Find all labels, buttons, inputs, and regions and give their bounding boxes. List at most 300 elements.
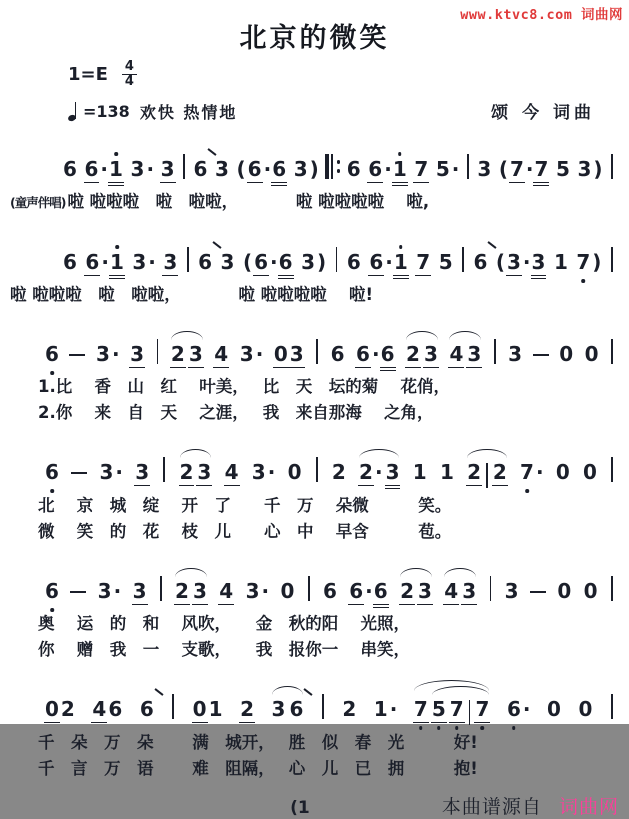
note-wrap: [331, 460, 347, 484]
note-cell: [325, 151, 340, 176]
underline-eighth: [474, 722, 490, 724]
note-wrap: [170, 342, 186, 366]
note-wrap: [341, 697, 357, 721]
underline-eighth: [531, 275, 547, 277]
note-cell: [300, 250, 327, 274]
note: 7: [416, 250, 431, 274]
note: 3: [188, 342, 203, 366]
note: 2: [400, 579, 414, 603]
note-cell: [97, 579, 122, 603]
note-cell: [330, 342, 346, 366]
note-wrap: [555, 460, 571, 484]
note-cell: [161, 454, 167, 479]
underline-eighth: [196, 485, 212, 487]
note-wrap: [509, 157, 534, 181]
underline-eighth: [385, 485, 401, 487]
note-cell: [239, 342, 264, 366]
note: 3: [192, 579, 207, 603]
note-cell: [197, 250, 213, 274]
note-cell: [476, 157, 492, 181]
note-cell: [466, 460, 508, 485]
note-wrap: [412, 460, 428, 484]
notation-row: [62, 228, 615, 282]
note-cell: [251, 460, 276, 484]
barline: [611, 694, 613, 719]
voice-label: (童声伴唱): [10, 195, 66, 210]
slur-group: [466, 460, 508, 485]
note-cell: [44, 342, 60, 366]
octave-dot-below: [419, 726, 423, 730]
note-cell: [373, 697, 398, 721]
barline: [316, 457, 318, 482]
note-wrap: [208, 697, 224, 721]
note-wrap: [417, 579, 433, 603]
augmentation-dot: ·: [389, 697, 398, 721]
note-cell: [334, 244, 340, 269]
underline-eighth: [423, 367, 439, 369]
note-wrap: [461, 579, 477, 603]
note-cell: [555, 157, 571, 181]
note-wrap: [84, 250, 109, 274]
note: 0: [557, 579, 572, 603]
underline-eighth: [162, 275, 178, 277]
cut-mark: (1: [290, 798, 310, 818]
underline-eighth: [348, 604, 364, 606]
notation-row: [62, 135, 615, 189]
note-wrap: [439, 460, 455, 484]
key-signature: [68, 61, 609, 88]
underline-eighth: [247, 182, 263, 184]
slur-group: [179, 460, 213, 484]
note-wrap: [278, 250, 294, 274]
note-cell: [170, 342, 204, 366]
note-wrap: [288, 697, 304, 721]
note: 1: [412, 460, 427, 484]
note-cell: [174, 579, 208, 603]
note: 6: [288, 697, 304, 721]
note: 3: [130, 342, 145, 366]
note: 3: [197, 460, 212, 484]
note-cell: [443, 579, 477, 603]
repeat-dots: [337, 160, 341, 172]
note: 6: [356, 342, 370, 366]
note: 6: [44, 460, 60, 484]
note: 6: [322, 579, 337, 603]
underline-eighth: [213, 367, 229, 369]
slur-arc: [449, 331, 481, 340]
slur-arc: [171, 331, 203, 340]
note-cell: [405, 342, 439, 366]
note-wrap: [358, 460, 383, 484]
note-cell: [44, 697, 76, 721]
note-wrap: [160, 157, 176, 181]
underline-sixteenth: [108, 185, 124, 187]
note: 3: [215, 157, 229, 181]
note: 2: [359, 460, 373, 484]
underline-sixteenth: [373, 607, 389, 609]
source-note: [442, 792, 619, 819]
barline: [322, 694, 324, 719]
note: 6: [271, 157, 287, 181]
note-wrap: [575, 250, 591, 274]
note-wrap: [392, 157, 408, 181]
note: 2: [406, 342, 420, 366]
underline-eighth: [273, 367, 289, 369]
note: 3: [385, 460, 401, 484]
note: 0: [583, 460, 597, 484]
note: 3: [132, 579, 147, 603]
note-cell: [519, 460, 544, 484]
underline-sixteenth: [385, 488, 401, 490]
underline-sixteenth: [271, 185, 287, 187]
slur-group: [358, 460, 400, 484]
note: 0: [280, 579, 295, 603]
note: 6: [63, 157, 77, 181]
underline-eighth: [405, 367, 421, 369]
note-cell: [70, 596, 86, 598]
note: 7: [575, 250, 591, 274]
note-wrap: [62, 157, 78, 181]
note-wrap: [239, 697, 255, 721]
note-wrap: [95, 342, 120, 366]
note-wrap: [385, 460, 401, 484]
barline: [490, 576, 492, 601]
note-cell: [556, 579, 572, 603]
note-wrap: [449, 697, 465, 721]
note-wrap: [415, 250, 431, 274]
note-cell: [158, 573, 164, 598]
underline-eighth: [134, 485, 150, 487]
barline: [486, 463, 488, 488]
underline-eighth: [192, 604, 208, 606]
underline-eighth: [358, 485, 374, 487]
note: 2: [240, 697, 254, 721]
note-wrap: [531, 250, 547, 274]
note-cell: [507, 342, 523, 366]
note-wrap: [192, 697, 208, 721]
underline-eighth: [417, 604, 433, 606]
note-wrap: [368, 250, 393, 274]
note: 7: [533, 157, 549, 181]
barline: [611, 339, 613, 364]
note: 3: [531, 250, 547, 274]
note-wrap: [348, 579, 373, 603]
note: 2: [467, 460, 482, 484]
note: 6: [44, 342, 60, 366]
underline-sixteenth: [380, 370, 396, 372]
note-wrap: [578, 697, 594, 721]
note: 3: [163, 250, 178, 274]
slur-arc: [444, 568, 476, 577]
note: 1: [108, 157, 124, 181]
note: 6: [84, 157, 99, 181]
note-cell: [367, 157, 407, 181]
note: 1: [373, 697, 388, 721]
note: 0: [547, 697, 561, 721]
note-cell: [213, 342, 229, 366]
note-cell: [130, 157, 155, 181]
underline-eighth: [368, 275, 384, 277]
augmentation-dot: ·: [451, 157, 460, 181]
note-wrap: [273, 342, 289, 366]
note-cell: [504, 579, 520, 603]
underline-eighth: [289, 367, 305, 369]
note-wrap: [474, 697, 490, 721]
note-cell: [132, 579, 148, 603]
note-wrap: [247, 157, 272, 181]
note: 2: [175, 579, 189, 603]
note: 6: [346, 157, 361, 181]
underline-eighth: [109, 275, 125, 277]
note: 0: [555, 460, 570, 484]
slur-group: [399, 579, 433, 603]
note: 6: [380, 342, 396, 366]
underline-eighth: [449, 722, 465, 724]
note-cell: [293, 157, 320, 181]
augmentation-dot: ·: [148, 250, 156, 274]
underline-eighth: [373, 604, 389, 606]
note-cell: [245, 579, 270, 603]
note: 3: [289, 342, 304, 366]
octave-dot-below: [50, 608, 54, 612]
note-wrap: [62, 250, 78, 274]
note-cell: [224, 460, 240, 484]
note-cell: [558, 342, 574, 366]
note-wrap: [192, 579, 208, 603]
slur-arc: [400, 568, 432, 577]
note-cell: [192, 697, 224, 721]
note-cell: [170, 691, 176, 716]
note-cell: [71, 477, 87, 479]
slide-mark: [212, 241, 221, 249]
note-cell: [460, 244, 466, 269]
note-cell: [62, 250, 78, 274]
note: 6: [349, 579, 364, 603]
note: 0: [45, 697, 59, 721]
composer-credit: 颂 今 词曲: [491, 103, 595, 123]
note-cell: [134, 460, 150, 484]
underline-sixteenth: [392, 185, 408, 187]
underline-eighth: [413, 182, 429, 184]
barline: [467, 154, 469, 179]
octave-dot-above: [398, 152, 402, 156]
note: 6: [63, 250, 77, 274]
underline-eighth: [84, 182, 100, 184]
slur-arc: [359, 449, 399, 458]
note-cell: [129, 342, 145, 366]
barline: [494, 339, 496, 364]
octave-dot-below: [437, 726, 441, 730]
octave-dot-below: [525, 489, 529, 493]
note-cell: [472, 250, 488, 274]
dash-note: [71, 472, 87, 474]
barline: [336, 247, 338, 272]
lyric-line: 微 笑 的 花 枝 儿 心 中 早含 苞。: [38, 522, 452, 541]
note: 6: [368, 157, 383, 181]
note-cell: [498, 157, 550, 181]
augmentation-dot: ·: [384, 157, 392, 181]
note: 0: [583, 579, 598, 603]
note: 6: [373, 579, 389, 603]
slur-group: [448, 342, 482, 366]
note: 0: [578, 697, 593, 721]
note-wrap: [44, 579, 60, 603]
barline: [611, 457, 613, 482]
note-cell: [506, 697, 531, 721]
note: 2: [179, 460, 194, 484]
lyric-line: 北 京 城 绽 开 了 千 万 朵微 笑。: [38, 496, 452, 515]
slide-mark: [488, 241, 497, 249]
note-wrap: [213, 342, 229, 366]
slur-group: [405, 342, 439, 366]
note: 5: [438, 250, 453, 274]
notation-row: [44, 675, 615, 730]
barline: [611, 247, 613, 272]
underline-eighth: [413, 722, 429, 724]
note-cell: [609, 336, 615, 361]
notation-row: [44, 320, 615, 374]
note-cell: [439, 460, 455, 484]
note-wrap: [132, 579, 148, 603]
note-cell: [62, 157, 78, 181]
note-cell: [533, 359, 549, 361]
underline-eighth: [188, 367, 204, 369]
octave-dot-below: [455, 726, 459, 730]
note-wrap: [492, 460, 508, 484]
note-cell: [488, 573, 494, 598]
underline-eighth: [393, 275, 409, 277]
key-label: 1=E: [68, 64, 108, 85]
octave-dot-above: [114, 152, 118, 156]
system-4: [10, 438, 615, 545]
note-wrap: [179, 460, 195, 484]
note-cell: [331, 460, 347, 484]
note-wrap: [399, 579, 415, 603]
note-wrap: [91, 697, 107, 721]
underline-eighth: [108, 182, 124, 184]
augmentation-dot: ·: [146, 157, 155, 181]
note-cell: [583, 579, 599, 603]
barline: [611, 576, 613, 601]
note-wrap: [44, 342, 60, 366]
augmentation-dot: ·: [365, 579, 373, 603]
note-cell: [44, 460, 60, 484]
score-meta: [0, 55, 629, 123]
system-5: [10, 557, 615, 663]
site-watermark: www.ktvc8.com 词曲网: [460, 7, 623, 23]
note-wrap: [193, 157, 209, 181]
note-cell: [193, 157, 209, 181]
note-wrap: [271, 157, 287, 181]
note-wrap: [109, 250, 125, 274]
note-wrap: [289, 342, 305, 366]
parenthesis: (: [242, 250, 253, 274]
note-wrap: [466, 460, 482, 484]
slur-arc: [175, 568, 207, 577]
underline-eighth: [506, 275, 522, 277]
note-wrap: [196, 460, 212, 484]
barline: [157, 339, 159, 364]
note-cell: [341, 697, 357, 721]
note-cell: [448, 342, 482, 366]
note-cell: [314, 454, 320, 479]
barline: [469, 700, 471, 725]
barline: [316, 339, 318, 364]
slide-mark: [208, 148, 217, 156]
note-wrap: [583, 579, 599, 603]
augmentation-dot: ·: [525, 157, 534, 181]
note-cell: [139, 697, 155, 721]
note: 6: [369, 250, 384, 274]
note-cell: [609, 454, 615, 479]
augmentation-dot: ·: [263, 157, 272, 181]
note-cell: [236, 157, 288, 181]
note-wrap: [431, 697, 447, 721]
note: 5: [431, 697, 447, 721]
note: 7: [414, 157, 429, 181]
note-cell: [609, 691, 615, 716]
note-cell: [84, 250, 124, 274]
note-wrap: [380, 342, 396, 366]
note-wrap: [97, 579, 122, 603]
note: 6: [506, 697, 522, 721]
underline-sixteenth: [278, 278, 294, 280]
augmentation-dot: ·: [101, 250, 109, 274]
slur-group: [413, 697, 490, 722]
augmentation-dot: ·: [115, 460, 123, 484]
time-signature: [122, 61, 137, 88]
underline-eighth: [44, 722, 60, 724]
note-cell: [273, 342, 305, 366]
augmentation-dot: ·: [371, 342, 380, 366]
note-cell: [584, 342, 600, 366]
augmentation-dot: ·: [535, 460, 544, 484]
underline-eighth: [392, 182, 408, 184]
note-wrap: [373, 579, 389, 603]
note-wrap: [174, 579, 190, 603]
note-wrap: [107, 697, 123, 721]
note-wrap: [373, 697, 398, 721]
note-cell: [91, 697, 123, 721]
note: 3: [239, 342, 254, 366]
underline-eighth: [461, 604, 477, 606]
lyric-line: 千 言 万 语 难 阻隔， 心 儿 已 拥 抱!: [38, 759, 478, 778]
underline-eighth: [380, 367, 396, 369]
song-title: 北京的微笑: [239, 23, 390, 54]
note: 6: [197, 250, 213, 274]
note-cell: [438, 250, 454, 274]
note: 2: [331, 460, 346, 484]
note-wrap: [346, 157, 362, 181]
note-cell: [346, 250, 362, 274]
note-cell: [582, 460, 598, 484]
note-wrap: [300, 250, 316, 274]
note-wrap: [245, 579, 270, 603]
underline-eighth: [160, 182, 176, 184]
slur-arc: [180, 449, 212, 458]
note-wrap: [423, 342, 439, 366]
note-wrap: [448, 342, 464, 366]
note-cell: [492, 336, 498, 361]
note: 1: [109, 250, 125, 274]
page-footer: [0, 792, 629, 819]
note-cell: [162, 250, 178, 274]
augmentation-dot: ·: [261, 579, 270, 603]
octave-dot-above: [399, 245, 403, 249]
augmentation-dot: ·: [267, 460, 276, 484]
note: 0: [287, 460, 302, 484]
time-top: 4: [122, 61, 137, 75]
